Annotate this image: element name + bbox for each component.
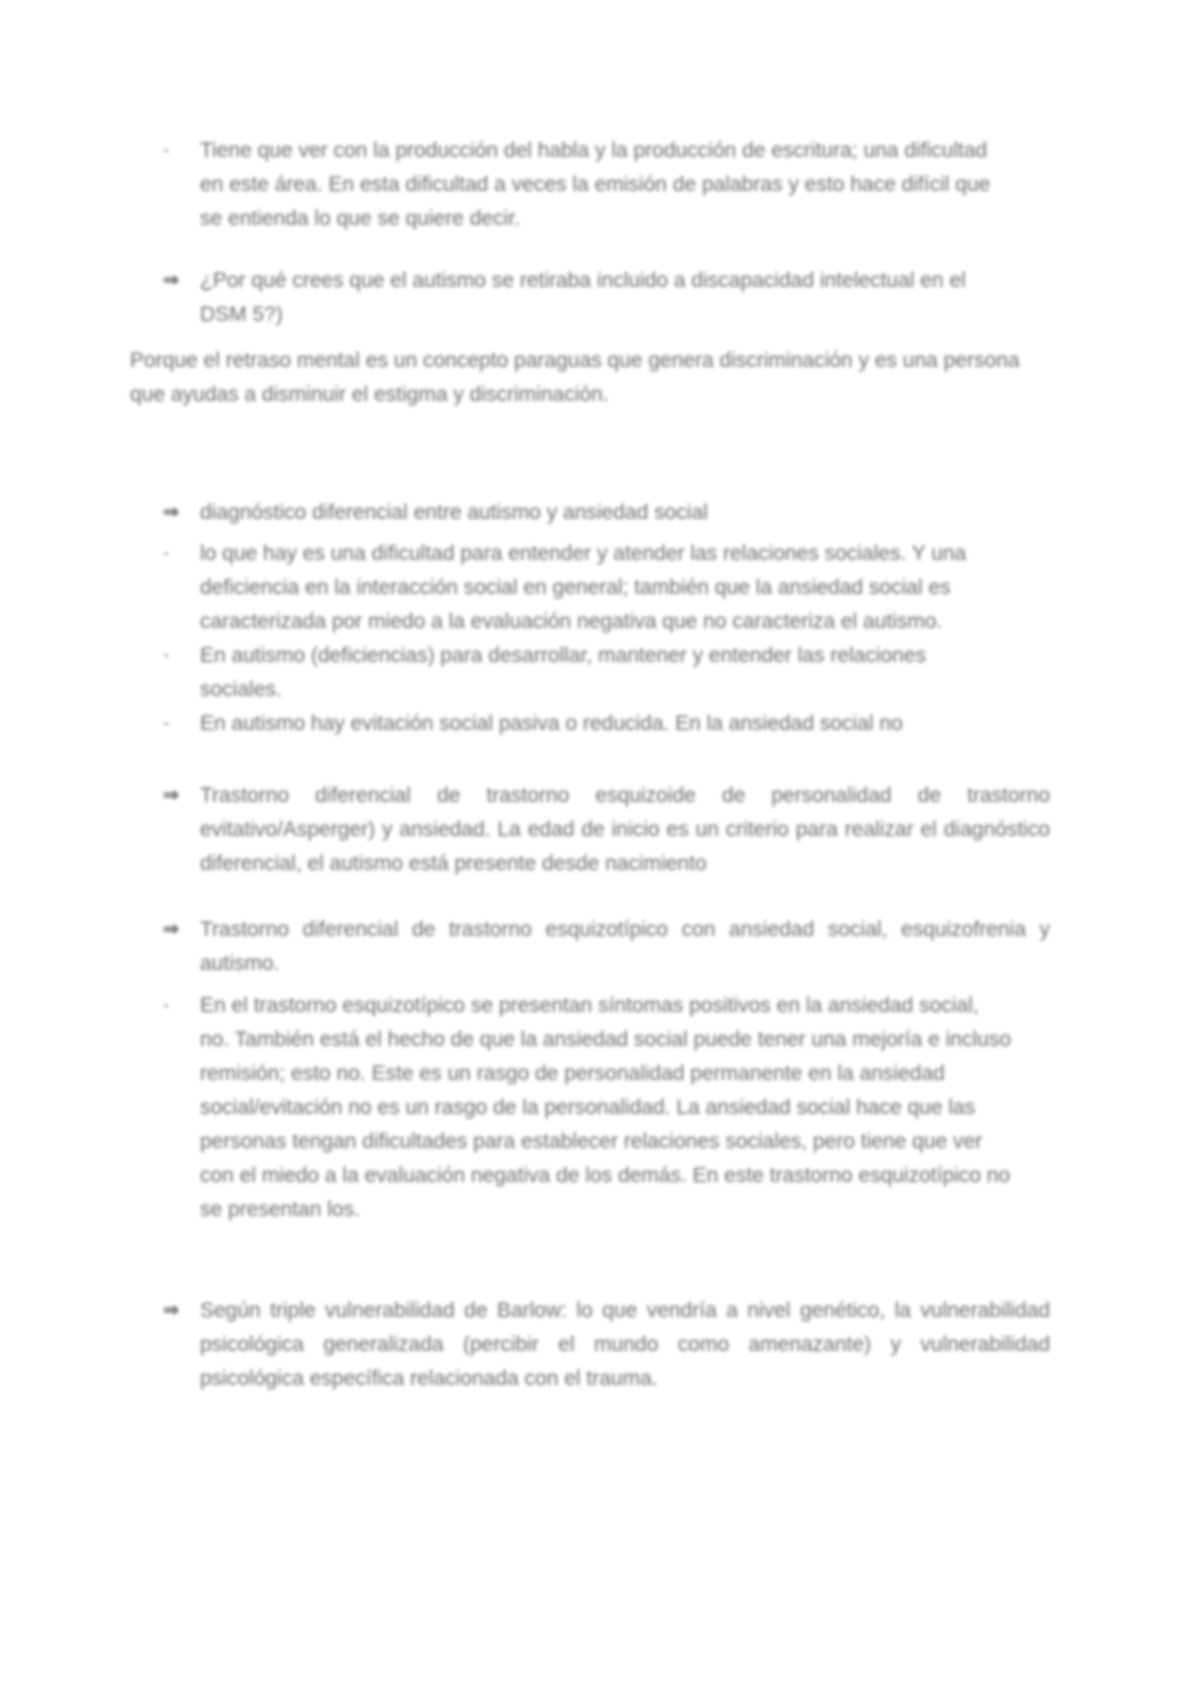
dash-bullet-icon: - <box>163 140 170 161</box>
list-item <box>130 1294 1050 1396</box>
list-item-text: Trastorno diferencial de trastorno esquizotípico con ansiedad social, esquizofrenia y autismo. <box>200 918 1050 975</box>
list-item-text: ¿Por qué crees que el autismo se retiraba incluido a discapacidad intelectual en el DSM 5?) <box>200 269 966 326</box>
list-item-text: En el trastorno esquizotípico se presentan síntomas positivos en la ansiedad social, no. También está el hecho de que la ansiedad social puede tener una mejoría e incluso remisión; esto no. Este es un rasgo de personalidad permanente en la ansiedad social/evitación no es un rasgo de la personalidad. La ansiedad social hace que las personas tengan dificultades para establecer relaciones sociales, pero tiene que ver con el miedo a la evaluación negativa de los demás. En este trastorno esquizotípico no se presentan los. <box>200 994 1012 1221</box>
arrow-bullet-icon: ⇒ <box>163 270 179 291</box>
list-item <box>130 707 1050 741</box>
dash-bullet-icon: - <box>163 543 170 564</box>
list-item <box>130 264 1050 332</box>
list-item <box>130 639 1050 707</box>
arrow-bullet-icon: ⇒ <box>163 502 179 523</box>
list-item <box>130 779 1050 881</box>
dash-bullet-icon: - <box>163 645 170 666</box>
list-item <box>130 496 1050 530</box>
list-item-text: Tiene que ver con la producción del habla y la producción de escritura; una dificultad en este área. En esta dificultad a veces la emisión de palabras y esto hace difícil que se entienda lo que se quiere decir. <box>200 139 991 230</box>
list-item-text: Trastorno diferencial de trastorno esquizoide de personalidad de trastorno evitativo/Asperger) y ansiedad. La edad de inicio es un criterio para realizar el diagnóstico diferencial, el autismo está presente desde nacimiento <box>200 784 1050 875</box>
list-item-text: En autismo (deficiencias) para desarrollar, mantener y entender las relaciones sociales. <box>200 644 927 701</box>
list-item <box>130 913 1050 981</box>
paragraph <box>130 344 1050 412</box>
arrow-bullet-icon: ⇒ <box>163 785 179 806</box>
list-item-text: diagnóstico diferencial entre autismo y ansiedad social <box>200 501 708 524</box>
list-item <box>130 134 1050 236</box>
arrow-bullet-icon: ⇒ <box>163 919 179 940</box>
list-item <box>130 537 1050 639</box>
paragraph-text: Porque el retraso mental es un concepto paraguas que genera discriminación y es una persona que ayudas a disminuir el estigma y discriminación. <box>130 349 1020 406</box>
arrow-bullet-icon: ⇒ <box>163 1300 179 1321</box>
list-item-text: En autismo hay evitación social pasiva o reducida. En la ansiedad social no <box>200 712 903 735</box>
list-item-text: lo que hay es una dificultad para entender y atender las relaciones sociales. Y una deficiencia en la interacción social en general; también que la ansiedad social es caracterizada por miedo a la evaluación negativa que no caracteriza el autismo. <box>200 542 967 633</box>
dash-bullet-icon: - <box>163 713 170 734</box>
list-item-text: Según triple vulnerabilidad de Barlow: lo que vendría a nivel genético, la vulnerabilidad psicológica generalizada (percibir el mundo como amenazante) y vulnerabilidad psicológica específica relacionada con el trauma. <box>200 1299 1050 1390</box>
document-content <box>130 134 1050 1396</box>
list-item <box>130 989 1050 1227</box>
dash-bullet-icon: - <box>163 995 170 1016</box>
